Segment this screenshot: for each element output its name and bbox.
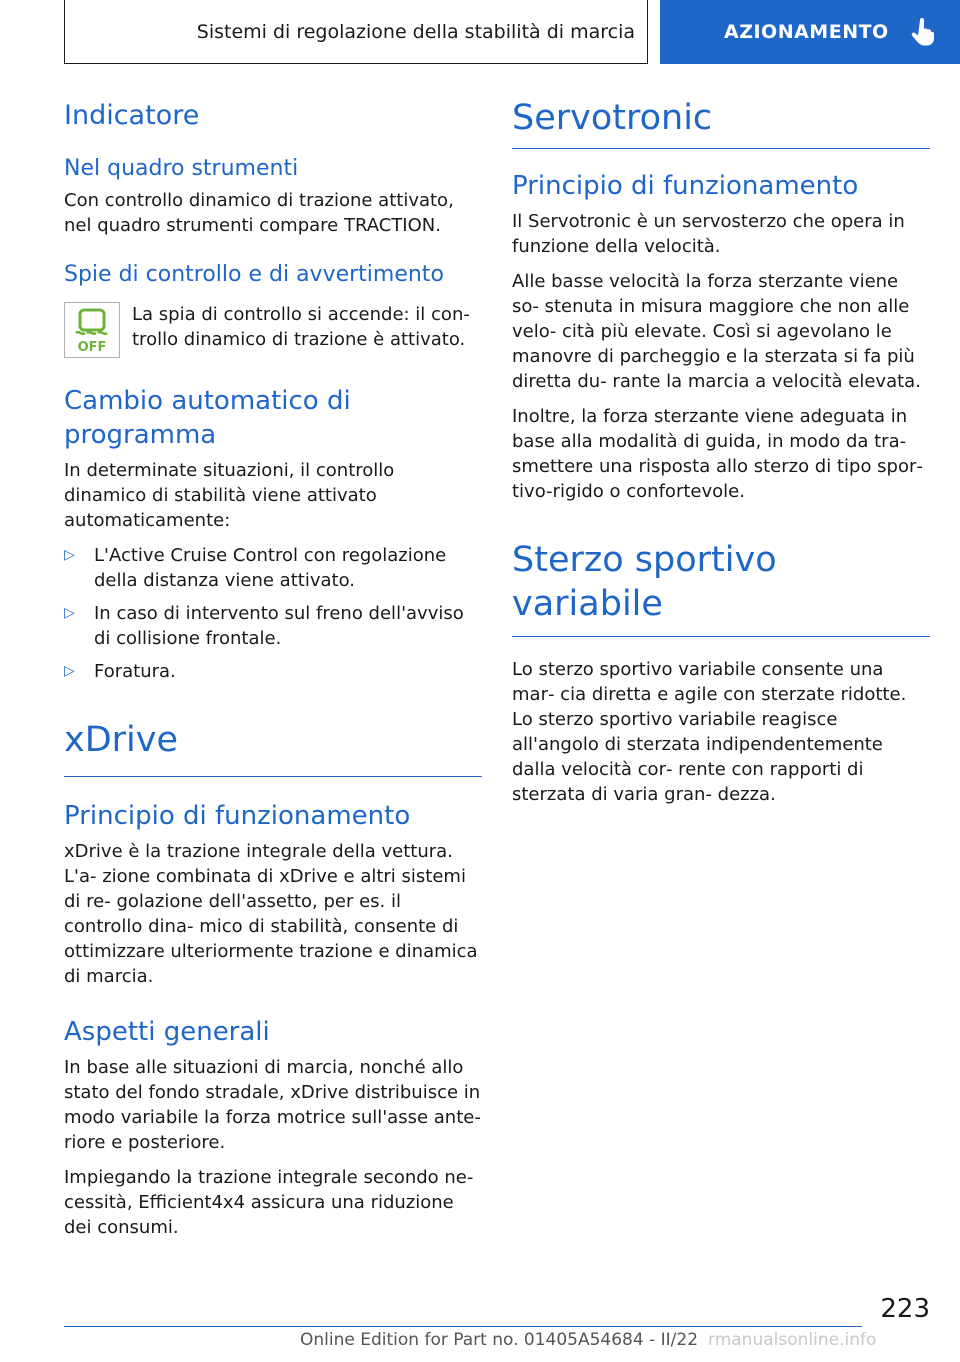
heading-xdrive: xDrive	[64, 720, 179, 760]
traction-off-warning-icon	[64, 302, 120, 358]
paragraph-spie: La spia di controllo si accende: il con‐ trollo dinamico di trazione è attivato.	[132, 304, 470, 350]
cambio-list	[64, 543, 482, 684]
heading-sterzo-sportivo: Sterzo sportivo variabile	[512, 540, 777, 624]
heading-spie: Spie di controllo e di avvertimento	[64, 262, 444, 287]
paragraph-principio-xdrive: xDrive è la trazione integrale della vettura. L'a‐ zione combinata di xDrive e altri sistemi di re‐ golazione dell'assetto, per es. il controllo dina‐ mico di stabilità, consente di ottimizzare ulteriormente trazione e dinamica di marcia.	[64, 841, 478, 987]
chapter-tab[interactable]	[660, 0, 960, 64]
section-divider	[512, 636, 930, 637]
heading-nel-quadro-strumenti: Nel quadro strumenti	[64, 156, 299, 181]
triangle-bullet-icon: ▷	[64, 663, 75, 679]
paragraph-aspetti-1: In base alle situazioni di marcia, nonché allo stato del fondo stradale, xDrive distribuisce in modo variabile la forza motrice sull'asse ante‐ riore e posteriore.	[64, 1057, 481, 1153]
watermark: rmanualsonline.info	[708, 1330, 877, 1350]
running-header	[64, 0, 648, 64]
list-item: ▷ Foratura.	[64, 661, 176, 682]
edition-footer: Online Edition for Part no. 01405A54684 - II/22	[300, 1330, 699, 1350]
heading-principio-xdrive: Principio di funzionamento	[64, 801, 411, 831]
right-column	[512, 96, 930, 807]
paragraph-aspetti-2: Impiegando la trazione integrale secondo ne‐ cessità, Efficient4x4 assicura una riduzione dei consumi.	[64, 1167, 474, 1238]
triangle-bullet-icon: ▷	[64, 605, 75, 621]
paragraph-cambio-intro: In determinate situazioni, il controllo dinamico di stabilità viene attivato automaticamente:	[64, 460, 395, 531]
section-divider	[512, 148, 930, 149]
paragraph-quadro: Con controllo dinamico di trazione attivato, nel quadro strumenti compare TRACTION.	[64, 190, 454, 236]
paragraph-servotronic-3: Inoltre, la forza sterzante viene adeguata in base alla modalità di guida, in modo da tra‐ smettere una risposta allo sterzo di tipo spor‐ tivo-rigido o confortevole.	[512, 406, 923, 502]
paragraph-sterzo: Lo sterzo sportivo variabile consente una mar‐ cia diretta e agile con sterzate ridotte. Lo sterzo sportivo variabile reagisce all'angolo di sterzata indipendentemente dalla velocità cor‐ rente con rapporti di sterzata di varia gran‐ dezza.	[512, 659, 907, 805]
page-number: 223	[880, 1294, 930, 1324]
warning-light-row	[64, 302, 482, 358]
heading-servotronic: Servotronic	[512, 98, 713, 138]
heading-indicatore: Indicatore	[64, 100, 200, 131]
footer-divider	[64, 1326, 862, 1327]
paragraph-servotronic-2: Alle basse velocità la forza sterzante viene so‐ stenuta in misura maggiore che non alle velo‐ cità più elevate. Così si agevolano le manovre di parcheggio e la sterzata si fa più diretta du‐ rante la marcia a velocità elevata.	[512, 271, 921, 392]
section-divider	[64, 776, 482, 777]
heading-cambio-automatico: Cambio automatico di programma	[64, 386, 351, 450]
list-item: ▷ In caso di intervento sul freno dell'avviso di collisione frontale.	[64, 603, 464, 649]
triangle-bullet-icon: ▷	[64, 547, 75, 563]
paragraph-servotronic-1: Il Servotronic è un servosterzo che opera in funzione della velocità.	[512, 211, 905, 257]
svg-text:OFF: OFF	[77, 340, 107, 353]
hand-pointer-icon	[911, 18, 935, 46]
section-title: Sistemi di regolazione della stabilità di marcia	[196, 20, 635, 43]
heading-principio-servotronic: Principio di funzionamento	[512, 171, 859, 201]
heading-aspetti-generali: Aspetti generali	[64, 1017, 270, 1047]
chapter-tab-label: AZIONAMENTO	[724, 21, 889, 43]
list-item: ▷ L'Active Cruise Control con regolazione della distanza viene attivato.	[64, 545, 447, 591]
left-column	[64, 96, 482, 1240]
